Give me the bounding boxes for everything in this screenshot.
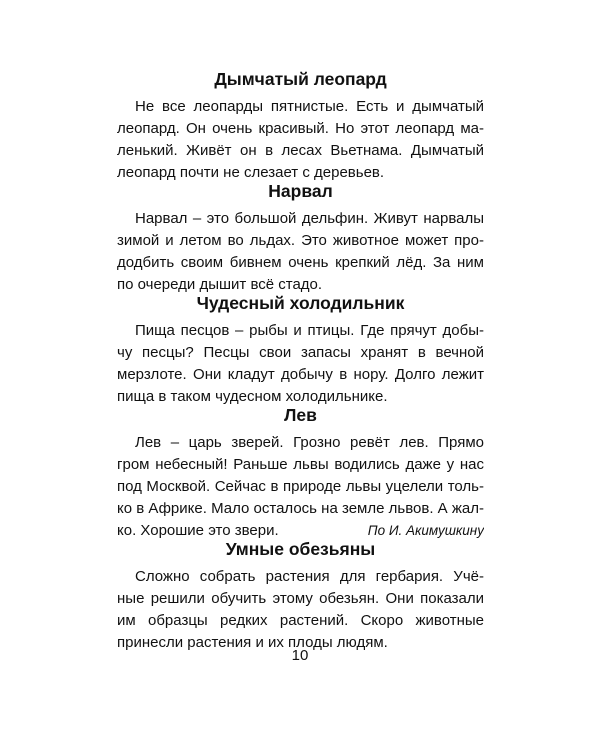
page-number: 10 [291, 647, 309, 664]
section-title: Умные обезьяны [225, 539, 376, 559]
paragraph-line: чу песцы? Песцы свои запасы хранят в вечной [117, 344, 484, 361]
paragraph-text: ко. Хорошие это звери. [117, 522, 279, 539]
section-narwhal [117, 180, 484, 296]
paragraph-line: ленький. Живёт он в лесах Вьетнама. Дымчатый [117, 142, 484, 159]
paragraph-line: принесли растения и их плоды людям. [117, 634, 388, 651]
paragraph-line: Лев – царь зверей. Грозно ревёт лев. Прямо [135, 434, 484, 451]
section-smoky-leopard [117, 68, 484, 184]
paragraph-line: по очереди дышит всё стадо. [117, 276, 323, 293]
paragraph-line: Сложно собрать растения для гербария. Учё- [135, 568, 484, 585]
section-title: Нарвал [268, 181, 333, 201]
section-wonderful-fridge [117, 292, 484, 408]
section-lion [117, 404, 484, 542]
paragraph-line: ные решили обучить этому обезьян. Они показали [117, 590, 484, 607]
paragraph-line: пища в таком чудесном холодильнике. [117, 388, 388, 405]
paragraph-line: мерзлоте. Они кладут добычу в нору. Долго лежит [117, 366, 484, 383]
paragraph-line: Нарвал – это большой дельфин. Живут нарвалы [135, 210, 484, 227]
paragraph-line: додбить своим бивнем очень крепкий лёд. За ним [117, 254, 484, 271]
paragraph-line: под Москвой. Сейчас в природе львы уцелели толь- [117, 478, 484, 495]
paragraph-line: ко в Африке. Мало осталось на земле львов. А жал- [117, 500, 484, 517]
section-title: Дымчатый леопард [214, 69, 387, 89]
paragraph-line: зимой и летом во льдах. Это животное может про- [117, 232, 484, 249]
paragraph-line: леопард. Он очень красивый. Но этот леопард ма- [117, 120, 484, 137]
attribution: По И. Акимушкину [367, 523, 484, 538]
paragraph-line: им образцы редких растений. Скоро животные [117, 612, 484, 629]
paragraph-line: Не все леопарды пятнистые. Есть и дымчатый [135, 98, 484, 115]
section-smart-monkeys [117, 538, 484, 654]
paragraph-line: Пища песцов – рыбы и птицы. Где прячут добы- [135, 322, 484, 339]
paragraph-line: леопард почти не слезает с деревьев. [117, 164, 385, 181]
section-title: Лев [284, 405, 317, 425]
section-title: Чудесный холодильник [196, 293, 405, 313]
paragraph-line: гром небесный! Раньше львы водились даже у нас [117, 456, 484, 473]
